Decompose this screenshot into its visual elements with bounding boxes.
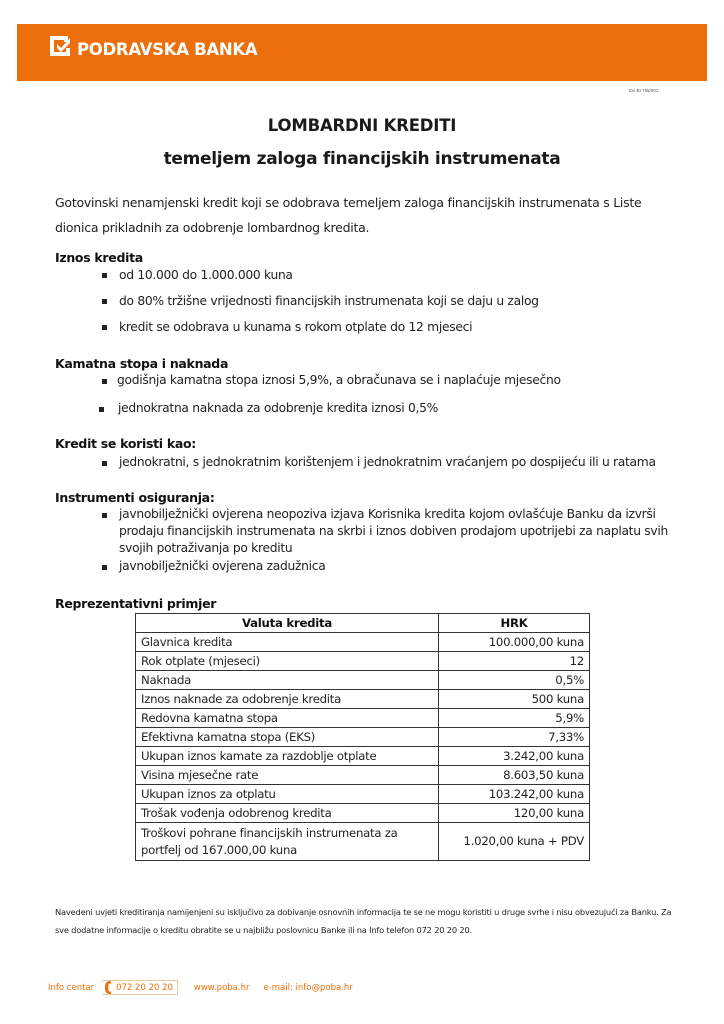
bullet-icon [102,461,107,466]
section-heading: Iznos kredita [55,250,143,265]
header-banner [17,24,707,81]
row-value: 1.020,00 kuna + PDV [439,823,590,861]
phone-number-box[interactable] [102,980,178,995]
page-subtitle: temeljem zaloga financijskih instrumenata [163,149,561,169]
table-row [136,633,590,652]
disclaimer-note: Navedeni uvjeti kreditiranja namijenjeni su isključivo za dobivanje osnovnih informacija te se ne mogu koristiti u druge svrhe i nisu obvezujući za Banku. Za sve dodatne informacije o kreditu obratite se u najbližu poslovnicu Banke ili na Info telefon 072 20 20 20. [55,907,672,935]
bullet-list [55,372,695,416]
row-label: Trošak vođenja odobrenog kredita [136,804,439,823]
bullet-icon [99,407,104,412]
row-value: 103.242,00 kuna [439,785,590,804]
phone-handset-icon [104,980,112,995]
table-body [136,633,590,861]
phone-number[interactable]: 072 20 20 20 [116,982,173,993]
section-heading: Instrumenti osiguranja: [55,490,215,505]
website-link[interactable]: www.poba.hr [193,982,250,993]
row-value: 500 kuna [439,690,590,709]
row-label: Efektivna kamatna stopa (EKS) [136,728,439,747]
section-interest-rate [55,356,695,416]
bullet-icon [102,273,107,278]
bullet-list [55,506,695,575]
list-item: godišnja kamatna stopa iznosi 5,9%, a obračunava se i naplaćuje mjesečno [55,372,695,388]
bullet-icon [102,565,107,570]
section-collateral [55,490,695,575]
bullet-list [55,266,695,336]
section-loan-amount [55,250,695,336]
row-label: Ukupan iznos kamate za razdoblje otplate [136,747,439,766]
footer-contact [48,980,353,995]
row-value: 0,5% [439,671,590,690]
example-table [135,613,590,861]
bullet-list [55,454,695,470]
table-row [136,652,590,671]
list-item: javnobilježnički ovjerena neopoziva izjava Korisnika kredita kojom ovlašćuje Banku da izvrši prodaju financijskih instrumenata na skrbi i iznos dobiven prodajom upotrijebi za naplatu svih svojih potraživanja po kreditu [55,506,695,557]
row-value: 100.000,00 kuna [439,633,590,652]
row-label: Rok otplate (mjeseci) [136,652,439,671]
table-row [136,766,590,785]
bullet-icon [102,299,107,304]
table-row [136,671,590,690]
row-label: Glavnica kredita [136,633,439,652]
section-usage [55,436,695,470]
table-header-row [136,614,590,633]
list-item: kredit se odobrava u kunama s rokom otplate do 12 mjeseci [55,318,695,336]
bank-logo [48,34,257,58]
table-row [136,785,590,804]
table-row [136,823,590,861]
row-label: Naknada [136,671,439,690]
list-item: javnobilježnički ovjerena zadužnica [55,558,695,575]
representative-example-table [135,613,590,861]
list-item: od 10.000 do 1.000.000 kuna [55,266,695,284]
row-value: 5,9% [439,709,590,728]
page-title: LOMBARDNI KREDITI [267,116,457,135]
table-row [136,709,590,728]
row-value: 120,00 kuna [439,804,590,823]
section-heading: Kredit se koristi kao: [55,436,196,451]
bullet-icon [102,325,107,330]
row-label: Ukupan iznos za otplatu [136,785,439,804]
row-label: Iznos naknade za odobrenje kredita [136,690,439,709]
row-value: 12 [439,652,590,671]
section-heading: Kamatna stopa i naknada [55,356,229,371]
list-item: do 80% tržišne vrijednosti financijskih instrumenata koji se daju u zalog [55,292,695,310]
header-currency-value: HRK [439,614,590,633]
section-heading: Reprezentativni primjer [55,596,217,611]
table-row [136,747,590,766]
row-label: Troškovi pohrane financijskih instrumenata za portfelj od 167.000,00 kuna [136,823,439,861]
row-value: 3.242,00 kuna [439,747,590,766]
row-value: 8.603,50 kuna [439,766,590,785]
row-label: Redovna kamatna stopa [136,709,439,728]
intro-paragraph: Gotovinski nenamjenski kredit koji se odobrava temeljem zaloga financijskih instrumenata s Liste dionica prikladnih za odobrenje lombardnog kredita. [55,195,642,235]
table-row [136,804,590,823]
reference-code: Evi BI 755/001 [629,88,659,93]
row-label: Visina mjesečne rate [136,766,439,785]
email-link[interactable]: e-mail: info@poba.hr [263,982,353,993]
bank-name: PODRAVSKA BANKA [77,40,258,59]
info-center-label: Info centar [48,982,95,993]
section-example [55,596,695,612]
checkbox-logo-icon [48,34,72,58]
bullet-icon [102,379,107,384]
list-item: jednokratni, s jednokratnim korištenjem i jednokratnim vraćanjem po dospijeću ili u ratama [55,454,695,470]
bullet-icon [102,513,107,518]
list-item: jednokratna naknada za odobrenje kredita iznosi 0,5% [55,400,695,416]
header-currency-label: Valuta kredita [136,614,439,633]
table-row [136,690,590,709]
table-row [136,728,590,747]
row-value: 7,33% [439,728,590,747]
